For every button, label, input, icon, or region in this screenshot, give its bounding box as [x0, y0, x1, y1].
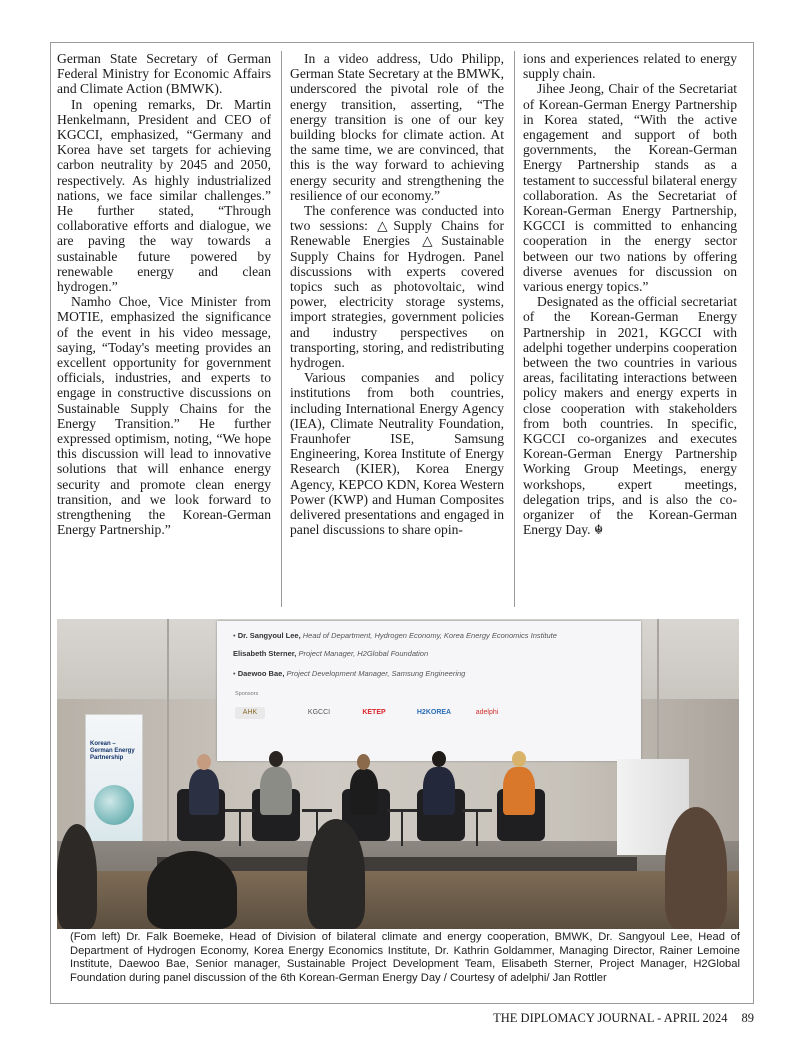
- panelist-head: [197, 754, 211, 770]
- journal-name: THE DIPLOMACY JOURNAL - APRIL 2024: [493, 1011, 728, 1025]
- sponsor-logo: H2KOREA: [416, 709, 452, 716]
- globe-graphic: [94, 785, 134, 825]
- wall-panel-seam: [167, 619, 169, 849]
- article-columns: [57, 51, 745, 613]
- screen-speaker-name: Elisabeth Sterner,: [233, 649, 297, 658]
- paragraph: Namho Choe, Vice Minister from MOTIE, emphasized the significance of the event in his video message, saying, “Today's meeting provides an excellent opportunity for government officials, industries, and experts to engage in constructive discussions on Sustainable Supply Chains for the Energy Transition.” He further expressed optimism, noting, “We hope this discussion will lead to innovative solutions that will enhance energy security and promote clean energy transition, and we look forward to strengthening the Korean-German Energy Partnership.”: [57, 294, 271, 538]
- column-divider: [281, 51, 282, 607]
- article-column-1: [57, 51, 271, 613]
- paragraph: In a video address, Udo Philipp, German State Secretary at the BMWK, underscored the pivotal role of the energy transition, asserting, “The energy transition is one of our key building blocks for climate action. At the same time, we are convinced, that this is the way forward to achieving energy security and strengthening the resilience of our economy.”: [290, 51, 504, 203]
- paragraph: Various companies and policy institutions from both countries, including International Energy Agency (IEA), Climate Neutrality Foundation, Fraunhofer ISE, Samsung Engineering, Korea Institute of Energy Research (KIER), Korea Energy Agency, KEPCO KDN, Korea Western Power (KWP) and Human Composites delivered presentations and engaged in panel discussions to share opin-: [290, 370, 504, 538]
- side-table: [225, 809, 255, 847]
- audience-member: [57, 824, 97, 929]
- screen-line: • Daewoo Bae, Project Development Manager, Samsung Engineering: [233, 669, 466, 678]
- paragraph: The conference was conducted into two sessions: △Supply Chains for Renewable Energies △Sustainable Supply Chains for Hydrogen. Panel discussions with experts covered topics such as photovoltaic, wind power, electricity storage systems, import strategies, government policies and industry perspectives on transporting, storing, and redistributing hydrogen.: [290, 203, 504, 371]
- article-column-2: [290, 51, 504, 613]
- panelist: [189, 769, 219, 815]
- page-footer: [472, 1011, 754, 1026]
- panelist-head: [357, 754, 370, 770]
- article-column-3: [523, 51, 737, 613]
- audience-member: [665, 807, 727, 929]
- screen-line: • Dr. Sangyoul Lee, Head of Department, Hydrogen Economy, Korea Energy Economics Institute: [233, 631, 557, 640]
- sponsor-logo: KGCCI: [307, 709, 331, 716]
- panelist: [423, 767, 455, 815]
- screen-speaker-role: Project Manager, H2Global Foundation: [298, 649, 429, 658]
- column-divider: [514, 51, 515, 607]
- projection-screen: [217, 621, 641, 761]
- side-table: [462, 809, 492, 847]
- rollup-banner-title: Korean – German Energy Partnership: [90, 741, 135, 761]
- paragraph: Jihee Jeong, Chair of the Secretariat of Korean-German Energy Partnership in Korea stated, “With the active engagement and support of both governments, the Korean-German Energy Partnership stands as a testament to successful bilateral energy collaboration. As the Secretariat of Korean-German Energy Partnership, KGCCI is committed to enhancing cooperation in the energy sector between our two nations by offering diverse avenues for discussion on various energy topics.”: [523, 81, 737, 295]
- screen-speaker-role: Project Development Manager, Samsung Engineering: [286, 669, 466, 678]
- screen-sponsors-label: Sponsors: [235, 691, 259, 697]
- screen-speaker-role: Head of Department, Hydrogen Economy, Korea Energy Economics Institute: [302, 631, 557, 640]
- panelist: [503, 767, 535, 815]
- audience-member: [147, 851, 237, 929]
- paragraph: German State Secretary of German Federal Ministry for Economic Affairs and Climate Action (BMWK).: [57, 51, 271, 97]
- panelist-head: [432, 751, 446, 767]
- screen-speaker-name: Daewoo Bae,: [237, 669, 285, 678]
- screen-line: [233, 649, 428, 658]
- page-number: 89: [741, 1011, 754, 1025]
- sponsor-logo: adelphi: [475, 709, 499, 716]
- photo-caption: (Fom left) Dr. Falk Boemeke, Head of Division of bilateral climate and energy cooperation, BMWK, Dr. Sangyoul Lee, Head of Department of Hydrogen Economy, Korea Energy Economics Institute, Dr. Kathrin Goldammer, Managing Director, Rainer Lemoine Institute, Daewoo Bae, Senior manager, Sustainable Project Development Team, Elisabeth Sterner, Project Manager, H2Global Foundation during panel discussion of the 6th Korean-German Energy Day / Courtesy of adelphi/ Jan Rottler: [70, 931, 740, 984]
- panelist-head: [512, 751, 526, 767]
- panel-discussion-photo: [57, 619, 739, 929]
- end-mark-icon: ☬: [593, 523, 604, 539]
- paragraph: In opening remarks, Dr. Martin Henkelmann, President and CEO of KGCCI, emphasized, “Germany and Korea have set targets for achieving carbon neutrality by 2045 and 2050, respectively. As highly industrialized nations, we face similar challenges.” He further stated, “Through collaborative efforts and dialogue, we are paving the way towards a sustainable future powered by renewable energy and clean hydrogen.”: [57, 96, 271, 295]
- panelist: [350, 769, 378, 815]
- paragraph: ions and experiences related to energy supply chain.: [523, 51, 737, 82]
- sponsor-logo: KETEP: [362, 709, 386, 716]
- paragraph: [523, 294, 737, 538]
- paragraph-text: Designated as the official secretariat of the Korean-German Energy Partnership in 2021, KGCCI with adelphi together underpins cooperation between the two countries in various areas, facilitating interactions between policy makers and energy experts in close cooperation with stakeholders from both countries. In specific, KGCCI co-organizes and executes Korean-German Energy Partnership Working Group Meetings, energy workshops, expert meetings, delegation trips, and is also the co-organizer of the Korean-German Energy Day.: [523, 294, 737, 538]
- side-table: [387, 809, 417, 847]
- panelist-head: [269, 751, 283, 767]
- screen-speaker-name: Dr. Sangyoul Lee,: [237, 631, 301, 640]
- audience-member: [307, 819, 365, 929]
- sponsor-logo: AHK: [235, 707, 265, 719]
- panelist: [260, 767, 292, 815]
